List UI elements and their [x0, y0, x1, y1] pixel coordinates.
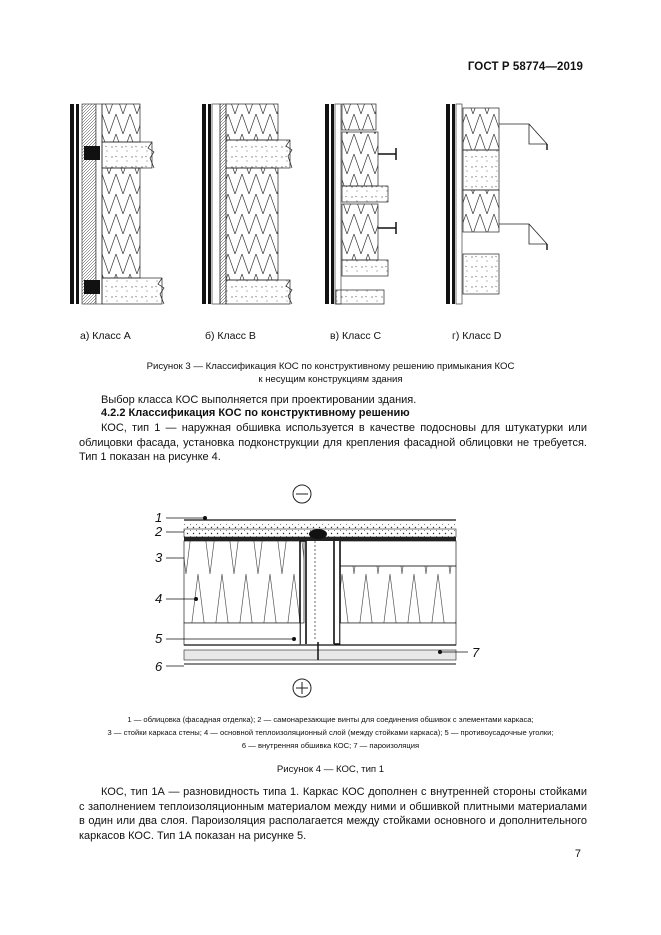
callout-3: 3 — [155, 550, 163, 565]
paragraph-class-selection: Выбор класса КОС выполняется при проектировании здания. — [101, 394, 417, 406]
callout-1: 1 — [155, 510, 163, 525]
figure-3-drawings — [60, 94, 590, 314]
class-d-drawing — [446, 104, 547, 304]
class-b-drawing — [202, 104, 292, 304]
figure-4-legend-line3: 6 — внутренняя обшивка КОС; 7 — пароизоляция — [241, 741, 420, 750]
paragraph-type-1a: КОС, тип 1А — разновидность типа 1. Каркас КОС дополнен с внутренней стороны стойками с заполнением теплоизоляционным материалом между ними и обшивкой плитными материалами в один или два слоя. Пароизоляция располагается между стойками основного и дополнительного каркасов КОС. Тип 1А показан на рисунке 5. — [79, 786, 587, 842]
figure-3-label-c: в) Класс C — [330, 330, 382, 342]
callout-7: 7 — [472, 645, 480, 660]
figure-4-legend-line2: 3 — стойки каркаса стены; 4 — основной теплоизоляционный слой (между стойками каркаса); 5 — противоусадочные уголки; — [107, 728, 554, 737]
figure-3-caption-line2: к несущим конструкциям здания — [258, 374, 403, 385]
callout-2: 2 — [155, 524, 163, 539]
figure-3-label-a: а) Класс A — [80, 330, 131, 342]
callout-5: 5 — [155, 631, 163, 646]
figure-4-caption: Рисунок 4 — КОС, тип 1 — [276, 764, 385, 775]
callout-4: 4 — [155, 591, 163, 606]
section-heading: 4.2.2 Классификация КОС по конструктивному решению — [101, 407, 410, 419]
page-number: 7 — [574, 848, 581, 860]
standard-header: ГОСТ Р 58774—2019 — [467, 61, 583, 73]
figure-4-drawing — [150, 478, 490, 706]
figure-4-legend-line1: 1 — облицовка (фасадная отделка); 2 — самонарезающие винты для соединения обшивок с элементами каркаса; — [127, 715, 534, 724]
class-a-drawing — [70, 104, 164, 304]
callout-6: 6 — [155, 659, 163, 674]
paragraph-type-1: КОС, тип 1 — наружная обшивка используется в качестве подосновы для штукатурки или облицовки фасада, установка подконструкции для крепления фасадной облицовки не требуется. Тип 1 показан на рисунке 4. — [79, 422, 587, 464]
figure-3-caption-line1: Рисунок 3 — Классификация КОС по конструктивному решению примыкания КОС — [146, 361, 515, 372]
figure-3-label-b: б) Класс B — [205, 330, 256, 342]
figure-3-label-d: г) Класс D — [452, 330, 502, 342]
class-c-drawing — [325, 104, 396, 304]
